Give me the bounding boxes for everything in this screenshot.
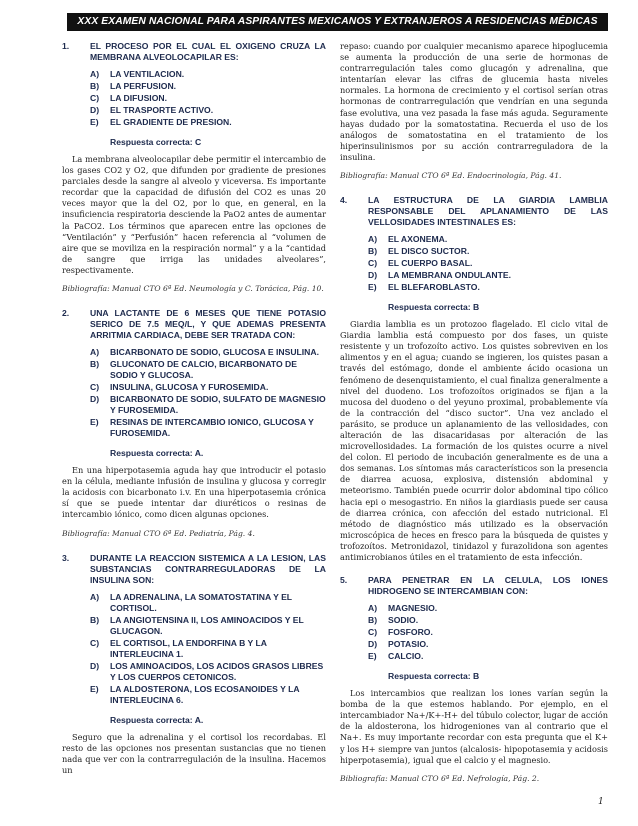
options-list — [62, 592, 326, 706]
explanation: Los intercambios que realizan los iones varían según la bomba de la que estemos hablando. Por ejemplo, en el intercambiador Na+/K+-H+ del túbulo colector, lugar de acción de la aldosterona, los hidrogeniones van al contrario que el Na+. Es muy importante recordar con esta pregunta que el K+ y los H+ siempre van juntos (alcalosis- hipopotasemia y acidosis hiperpotasemia), igual que el calcio y el magnesio. — [340, 688, 608, 765]
explanation-continuation: repaso: cuando por cualquier mecanismo aparece hipoglucemia se aumenta la producción de una serie de hormonas de contrarregulación tales como glucagón y adrenalina, que intentarían elevar las cifras de glucemia hasta niveles normales. La hormona de crecimiento y el cortisol serían otras hormonas de contrarregulación que vendrían en una segunda fase evolutiva, una vez pasada la fase más aguda. Seguramente hayas dudado por la somatostatina. Recuerda el uso de los análogos de somatostatina en el tratamiento de los hiperinsulinismos por su acción contrarreguladora de la insulina. — [340, 41, 608, 162]
options-list — [62, 69, 326, 128]
question-text: EL PROCESO POR EL CUAL EL OXIGENO CRUZA LA MEMBRANA ALVEOLOCAPILAR ES: — [90, 41, 326, 62]
explanation: En una hiperpotasemia aguda hay que introducir el potasio en la célula, mediante infusión de insulina y glucosa y corregir la acidosis con bicarbonato i.v. En una hiperpotasemia crónica sí que se puede intentar dar diuréticos o resinas de intercambio iónico, como dicen algunas opciones. — [62, 465, 326, 520]
option: C) LA DIFUSION. — [90, 93, 167, 103]
question-number: 2. — [62, 308, 70, 319]
question-text: DURANTE LA REACCION SISTEMICA A LA LESION, LAS SUBSTANCIAS CONTRARREGULADORAS DE LA INSULINA SON: — [90, 552, 326, 585]
option: D) BICARBONATO DE SODIO, SULFATO DE MAGNESIO Y FUROSEMIDA. — [90, 394, 326, 416]
explanation: La membrana alveolocapilar debe permitir el intercambio de los gases CO2 y O2, que difunden por gradiente de presiones parciales desde la sangre al alveolo y viceversa. Es importante recordar que la capacidad de difusión del CO2 es unas 20 veces mayor que la del O2, por lo que, en general, en la insuficiencia respiratoria desciende la PaO2 antes de aumentar la PaCO2. Los términos que aparecen entre las opciones de “Ventilación” y “Perfusión” hacen referencia al “volumen de aire que se moviliza en la respiración normal” y a la “cantidad de sangre que irriga las unidades alveolares”, respectivamente. — [62, 154, 326, 275]
question-2 — [62, 308, 326, 538]
option: A) BICARBONATO DE SODIO, GLUCOSA E INSULINA. — [90, 347, 319, 358]
bibliography: Bibliografía: Manual CTO 6ª Ed. Neumología y C. Torácica, Pág. 10. — [62, 284, 324, 294]
question-text: UNA LACTANTE DE 6 MESES QUE TIENE POTASIO SERICO DE 7.5 MEQ/L, Y QUE ADEMAS PRESENTA ARRITMIA CARDIACA, DEBE SER TRATADA CON: — [90, 308, 326, 341]
correct-answer: Respuesta correcta: B — [388, 302, 480, 313]
option: E) EL GRADIENTE DE PRESION. — [90, 117, 232, 127]
question-number: 1. — [62, 41, 70, 51]
option: B) GLUCONATO DE CALCIO, BICARBONATO DE SODIO Y GLUCOSA. — [90, 359, 297, 381]
question-1 — [62, 41, 326, 294]
question-number: 3. — [62, 552, 70, 563]
option: E) LA ALDOSTERONA, LOS ECOSANOIDES Y LA INTERLEUCINA 6. — [90, 683, 300, 705]
option: A) LA VENTILACION. — [90, 69, 185, 79]
option: C) INSULINA, GLUCOSA Y FUROSEMIDA. — [90, 382, 269, 393]
option: E) CALCIO. — [368, 651, 424, 662]
options-list — [62, 347, 326, 439]
correct-answer: Respuesta correcta: C — [110, 137, 202, 147]
option: D) LA MEMBRANA ONDULANTE. — [368, 270, 512, 281]
option: C) FOSFORO. — [368, 627, 433, 638]
question-4 — [340, 195, 608, 563]
question-text: PARA PENETRAR EN LA CELULA, LOS IONES HIDROGENO SE INTERCAMBIAN CON: — [368, 575, 608, 597]
option: A) EL AXONEMA. — [368, 234, 448, 245]
options-list — [340, 603, 608, 662]
left-column — [62, 41, 326, 785]
option: C) EL CUERPO BASAL. — [368, 258, 473, 269]
question-number: 4. — [340, 195, 348, 206]
bibliography: Bibliografía: Manual CTO 6ª Ed. Nefrología, Pág. 2. — [340, 773, 540, 783]
option: E) EL BLEFAROBLASTO. — [368, 282, 480, 293]
option: E) RESINAS DE INTERCAMBIO IONICO, GLUCOSA Y FUROSEMIDA. — [90, 417, 314, 439]
option: B) EL DISCO SUCTOR. — [368, 246, 470, 257]
explanation: Seguro que la adrenalina y el cortisol los recordabas. El resto de las opciones nos presentan sustancias que no tienen nada que ver con la contrarregulación de la insulina. Hacemos un — [62, 731, 326, 775]
bibliography: Bibliografía: Manual CTO 6ª Ed. Pediatría, Pág. 4. — [62, 528, 255, 538]
bibliography: Bibliografía: Manual CTO 6ª Ed. Endocrinología, Pág. 41. — [340, 171, 562, 181]
page-header: XXX EXAMEN NACIONAL PARA ASPIRANTES MEXICANOS Y EXTRANJEROS A RESIDENCIAS MÉDICAS — [67, 13, 608, 31]
option: C) EL CORTISOL, LA ENDORFINA B Y LA INTERLEUCINA 1. — [90, 637, 267, 659]
options-list — [340, 234, 608, 293]
option: B) LA PERFUSION. — [90, 81, 177, 91]
correct-answer: Respuesta correcta: B — [388, 671, 480, 682]
option: D) POTASIO. — [368, 639, 429, 650]
question-3 — [62, 553, 326, 776]
correct-answer: Respuesta correcta: A. — [110, 714, 204, 725]
question-5 — [340, 575, 608, 784]
option: B) SODIO. — [368, 615, 419, 626]
question-number: 5. — [340, 575, 348, 586]
right-column — [340, 41, 608, 798]
page-number: 1 — [598, 797, 604, 807]
correct-answer: Respuesta correcta: A. — [110, 448, 204, 459]
explanation: Giardia lamblia es un protozoo flagelado. El ciclo vital de Giardia lamblia está compuesto por dos fases, un quiste resistente y un trofozoíto activo. Los quistes sobreviven en los alimentos y en el agua; cuando se ingieren, los quistes pasan a través del estómago, donde el ambiente ácido ocasiona un fenómeno de desenquistamiento, el cual finaliza generalmente a nivel del duodeno. Los trofozoítos originados se fijan a la mucosa del duodeno o del yeyuno proximal, probablemente vía de la contracción del “disco suctor”. Una vez anclado el parásito, se produce un aplanamiento de las vellosidades, con alteración de las disacaridasas por alteración de las microvellosidades. La formación de los quistes ocurre a nivel del colon. El periodo de incubación generalmente es de una a dos semanas. Los síntomas más característicos son la presencia de diarrea acuosa, explosiva, distensión abdominal y meteorismo. También puede ocurrir dolor abdominal tipo cólico hacia epi o mesogastrio. En niños la giardiasis puede ser causa de diarrea crónica, con afección del estado nutricional. El método de diagnóstico más utilizado es la observación microscópica de heces en fresco para la búsqueda de quistes y trofozoítos. Metronidazol, tinidazol y furazolidona son agentes antimicrobianos útiles en el tratamiento de esta infección. — [340, 319, 608, 562]
option: D) LOS AMINOACIDOS, LOS ACIDOS GRASOS LIBRES Y LOS CUERPOS CETONICOS. — [90, 660, 324, 682]
option: A) LA ADRENALINA, LA SOMATOSTATINA Y EL CORTISOL. — [90, 591, 292, 613]
option: D) EL TRASPORTE ACTIVO. — [90, 105, 214, 115]
option: B) LA ANGIOTENSINA II, LOS AMINOACIDOS Y EL GLUCAGON. — [90, 614, 304, 636]
option: A) MAGNESIO. — [368, 603, 438, 614]
question-text: LA ESTRUCTURA DE LA GIARDIA LAMBLIA RESPONSABLE DEL APLANAMIENTO DE LAS VELLOSIDADES INTESTINALES ES: — [368, 195, 608, 228]
